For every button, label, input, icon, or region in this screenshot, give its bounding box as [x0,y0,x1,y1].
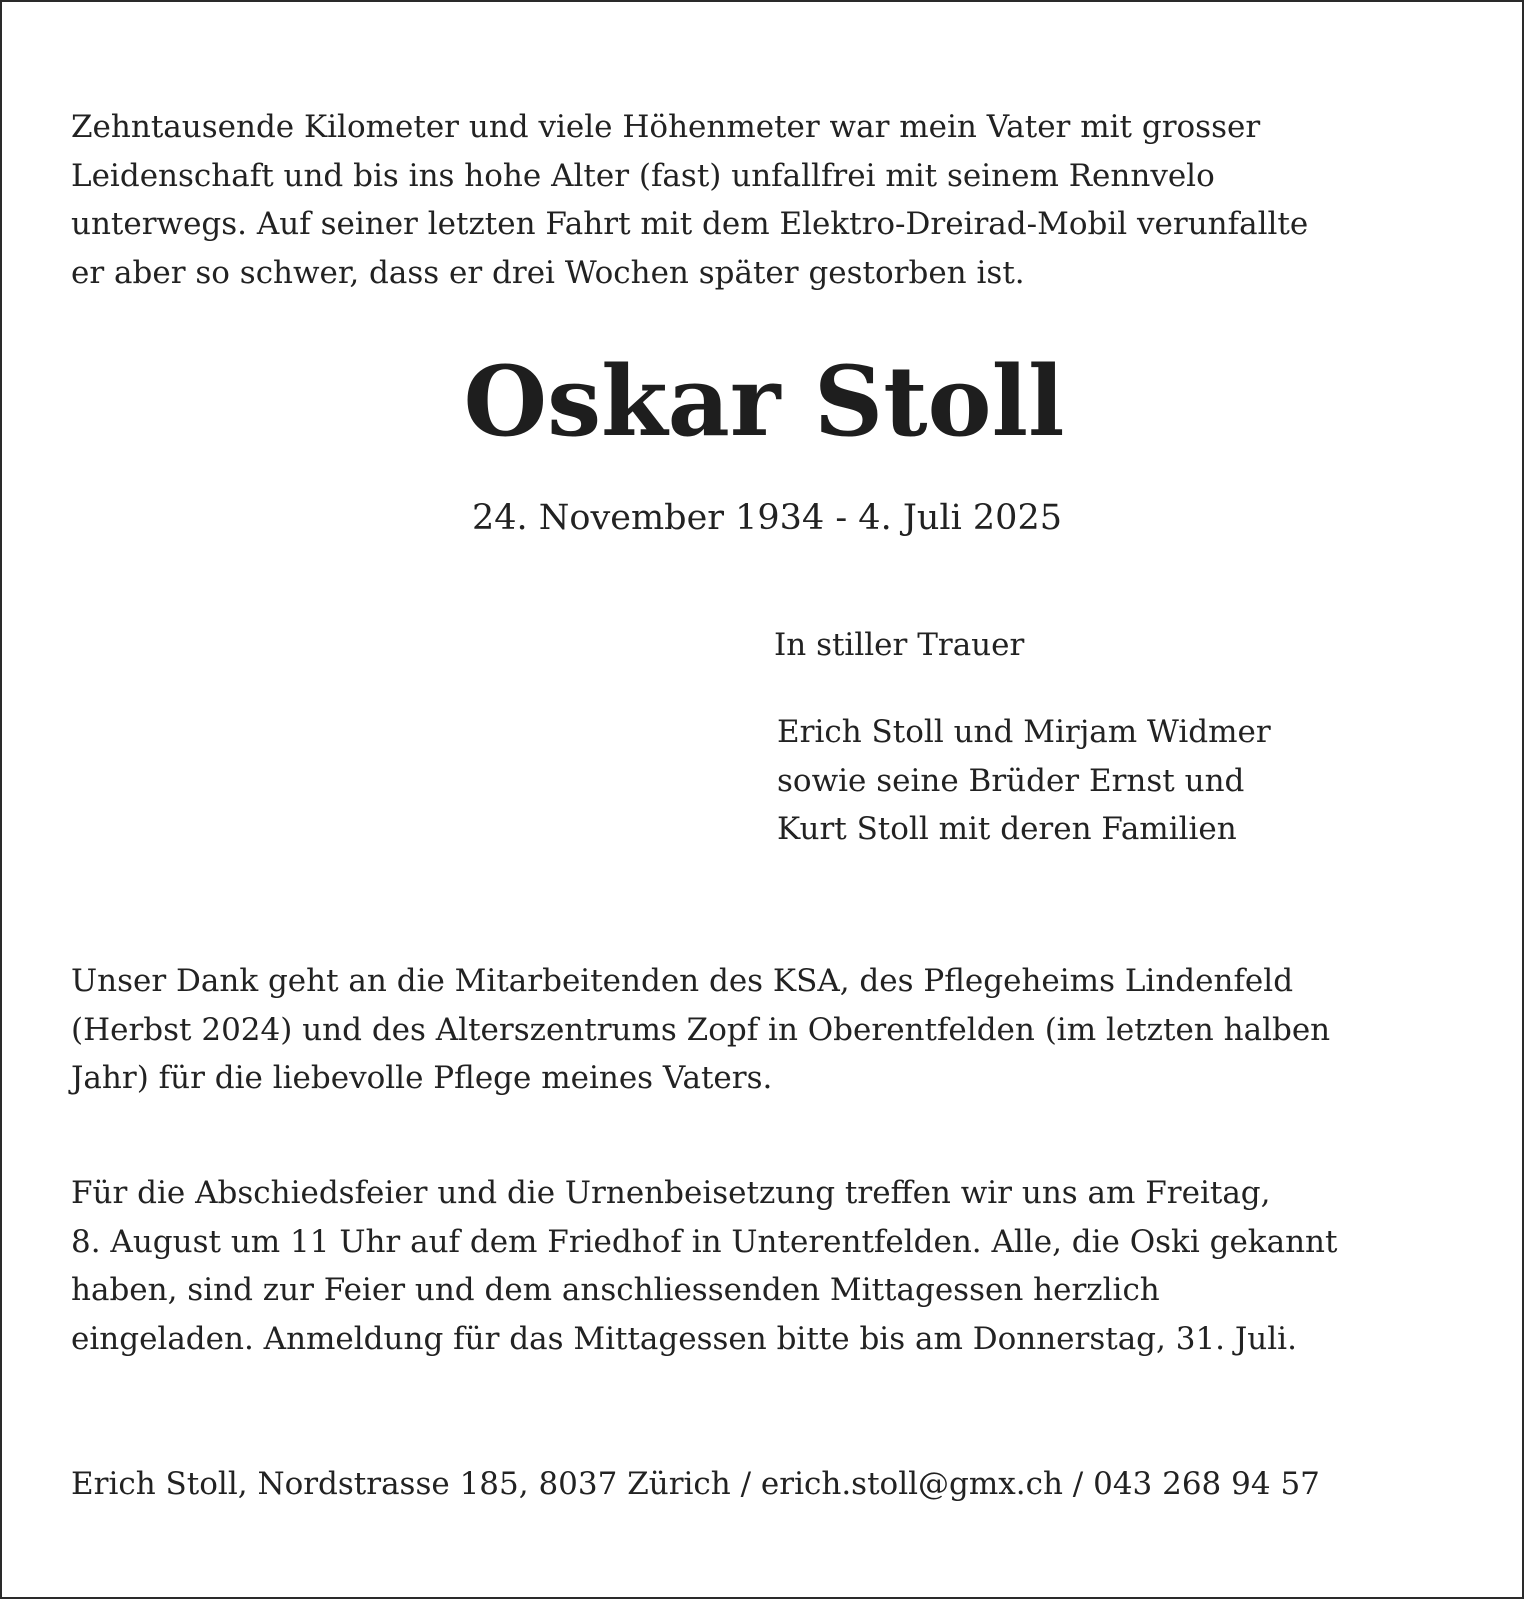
mourners-line: Kurt Stoll mit deren Familien [777,811,1237,847]
intro-line: Leidenschaft und bis ins hohe Alter (fast) unfallfrei mit seinem Rennvelo [71,157,1215,194]
contact-line: Erich Stoll, Nordstrasse 185, 8037 Zürich / erich.stoll@gmx.ch / 043 268 94 57 [71,1466,1320,1502]
thanks-line: Jahr) für die liebevolle Pflege meines Vaters. [71,1060,773,1096]
ceremony-line: haben, sind zur Feier und dem anschliessenden Mittagessen herzlich [71,1272,1160,1308]
thanks-paragraph [71,957,1491,1103]
mourners-list [777,708,1271,854]
ceremony-paragraph [71,1169,1491,1363]
ceremony-line: eingeladen. Anmeldung für das Mittagessen bitte bis am Donnerstag, 31. Juli. [71,1320,1297,1357]
mourners-line: Erich Stoll und Mirjam Widmer [777,714,1271,750]
mourners-line: sowie seine Brüder Ernst und [777,762,1245,799]
intro-line: er aber so schwer, dass er drei Wochen später gestorben ist. [71,254,1025,291]
mourning-heading: In stiller Trauer [774,627,1025,663]
life-dates: 24. November 1934 - 4. Juli 2025 [472,498,1062,538]
intro-paragraph [71,103,1491,297]
intro-line: Zehntausende Kilometer und viele Höhenmeter war mein Vater mit grosser [71,109,1261,145]
ceremony-line: 8. August um 11 Uhr auf dem Friedhof in Unterentfelden. Alle, die Oski gekannt [71,1223,1338,1260]
thanks-line: Unser Dank geht an die Mitarbeitenden des KSA, des Pflegeheims Lindenfeld [71,963,1294,999]
ceremony-line: Für die Abschiedsfeier und die Urnenbeisetzung treffen wir uns am Freitag, [71,1175,1271,1211]
deceased-name: Oskar Stoll [463,345,1065,458]
thanks-line: (Herbst 2024) und des Alterszentrums Zopf in Oberentfelden (im letzten halben [71,1011,1331,1048]
intro-line: unterwegs. Auf seiner letzten Fahrt mit dem Elektro-Dreirad-Mobil verunfallte [71,206,1309,242]
